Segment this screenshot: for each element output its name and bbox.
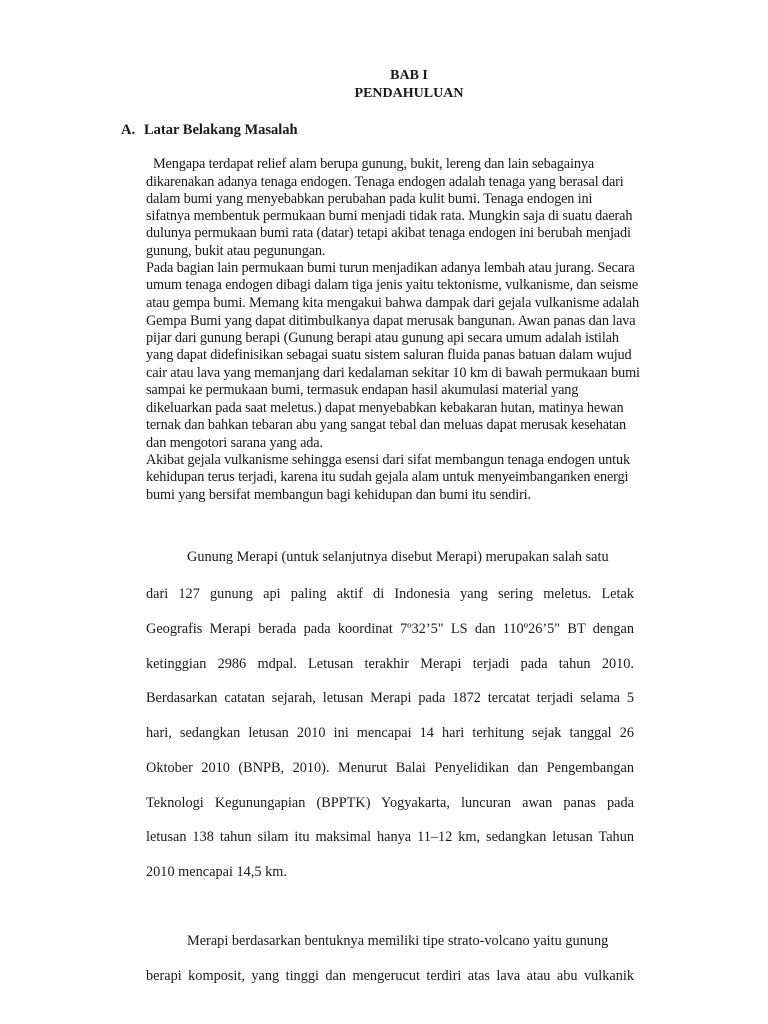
paragraph-line: cair atau lava yang memanjang dari kedalaman sekitar 10 km di bawah permukaan bumi [146,365,640,381]
paragraph-line: 2010 mencapai 14,5 km. [146,864,287,880]
paragraph-line: sifatnya membentuk permukaan bumi menjadi tidak rata. Mungkin saja di suatu daerah [146,208,633,224]
paragraph-line: ternak dan bahkan tebaran abu yang sangat tebal dan meluas dapat merusak kesehatan [146,417,626,433]
paragraph-line: kehidupan terus terjadi, karena itu sudah gejala alam untuk menyeimbanganken energi [146,469,629,485]
paragraph-line: Mengapa terdapat relief alam berupa gunung, bukit, lereng dan lain sebagainya [153,156,595,172]
section-letter: A. [121,122,136,138]
paragraph-line: berapi komposit, yang tinggi dan mengerucut terdiri atas lava atau abu vulkanik [146,968,634,984]
paragraph-line: yang dapat didefinisikan sebagai suatu sistem saluran fluida panas batuan dalam wujud [146,347,632,363]
paragraph-line: Geografis Merapi berada pada koordinat 7º32’5" LS dan 110º26’5" BT dengan [146,621,634,637]
chapter-title: PENDAHULUAN [354,86,464,101]
paragraph-line: sampai ke permukaan bumi, termasuk endapan hasil akumulasi material yang [146,382,579,398]
paragraph-line: Akibat gejala vulkanisme sehingga esensi dari sifat membangun tenaga endogen untuk [146,452,630,468]
chapter-number: BAB I [390,68,428,83]
paragraph-line: ketinggian 2986 mdpal. Letusan terakhir Merapi terjadi pada tahun 2010. [146,656,634,672]
paragraph-line: dan mengotori sarana yang ada. [146,435,323,451]
paragraph-line: gunung, bukit atau pegunungan. [146,243,326,259]
paragraph-first-line: Merapi berdasarkan bentuknya memiliki tipe strato-volcano yaitu gunung [187,933,609,949]
section-heading [121,122,298,139]
background-paragraph [146,156,686,516]
paragraph-line: umum tenaga endogen dibagi dalam tiga jenis yaitu tektonisme, vulkanisme, dan seisme [146,277,639,293]
paragraph-line: Berdasarkan catatan sejarah, letusan Merapi pada 1872 tercatat terjadi selama 5 [146,690,634,706]
paragraph-line: pijar dari gunung berapi (Gunung berapi atau gunung api secara umum adalah istilah [146,330,619,346]
paragraph-line: dikarenakan adanya tenaga endogen. Tenaga endogen adalah tenaga yang berasal dari [146,174,624,190]
paragraph-line: dikeluarkan pada saat meletus.) dapat menyebabkan kebakaran hutan, matinya hewan [146,400,624,416]
paragraph-line: Teknologi Kegunungapian (BPPTK) Yogyakarta, luncuran awan panas pada [146,795,634,811]
paragraph-line: hari, sedangkan letusan 2010 ini mencapai 14 hari terhitung sejak tanggal 26 [146,725,634,741]
section-title: Latar Belakang Masalah [144,122,298,138]
paragraph-line: dari 127 gunung api paling aktif di Indonesia yang sering meletus. Letak [146,586,634,602]
paragraph-line: bumi yang bersifat membangun bagi kehidupan dan bumi itu sendiri. [146,487,531,503]
paragraph-line: dulunya permukaan bumi rata (datar) tetapi akibat tenaga endogen ini berubah menjadi [146,225,631,241]
paragraph-line: Gempa Bumi yang dapat ditimbulkanya dapat merusak bangunan. Awan panas dan lava [146,313,636,329]
paragraph-line: letusan 138 tahun silam itu maksimal hanya 11–12 km, sedangkan letusan Tahun [146,829,634,845]
paragraph-line: Oktober 2010 (BNPB, 2010). Menurut Balai Penyelidikan dan Pengembangan [146,760,634,776]
paragraph-first-line: Gunung Merapi (untuk selanjutnya disebut Merapi) merupakan salah satu [187,549,609,565]
paragraph-line: atau gempa bumi. Memang kita mengakui bahwa dampak dari gejala vulkanisme adalah [146,295,639,311]
paragraph-line: Pada bagian lain permukaan bumi turun menjadikan adanya lembah atau jurang. Secara [146,260,635,276]
paragraph-line: dalam bumi yang menyebabkan perubahan pada kulit bumi. Tenaga endogen ini [146,191,593,207]
